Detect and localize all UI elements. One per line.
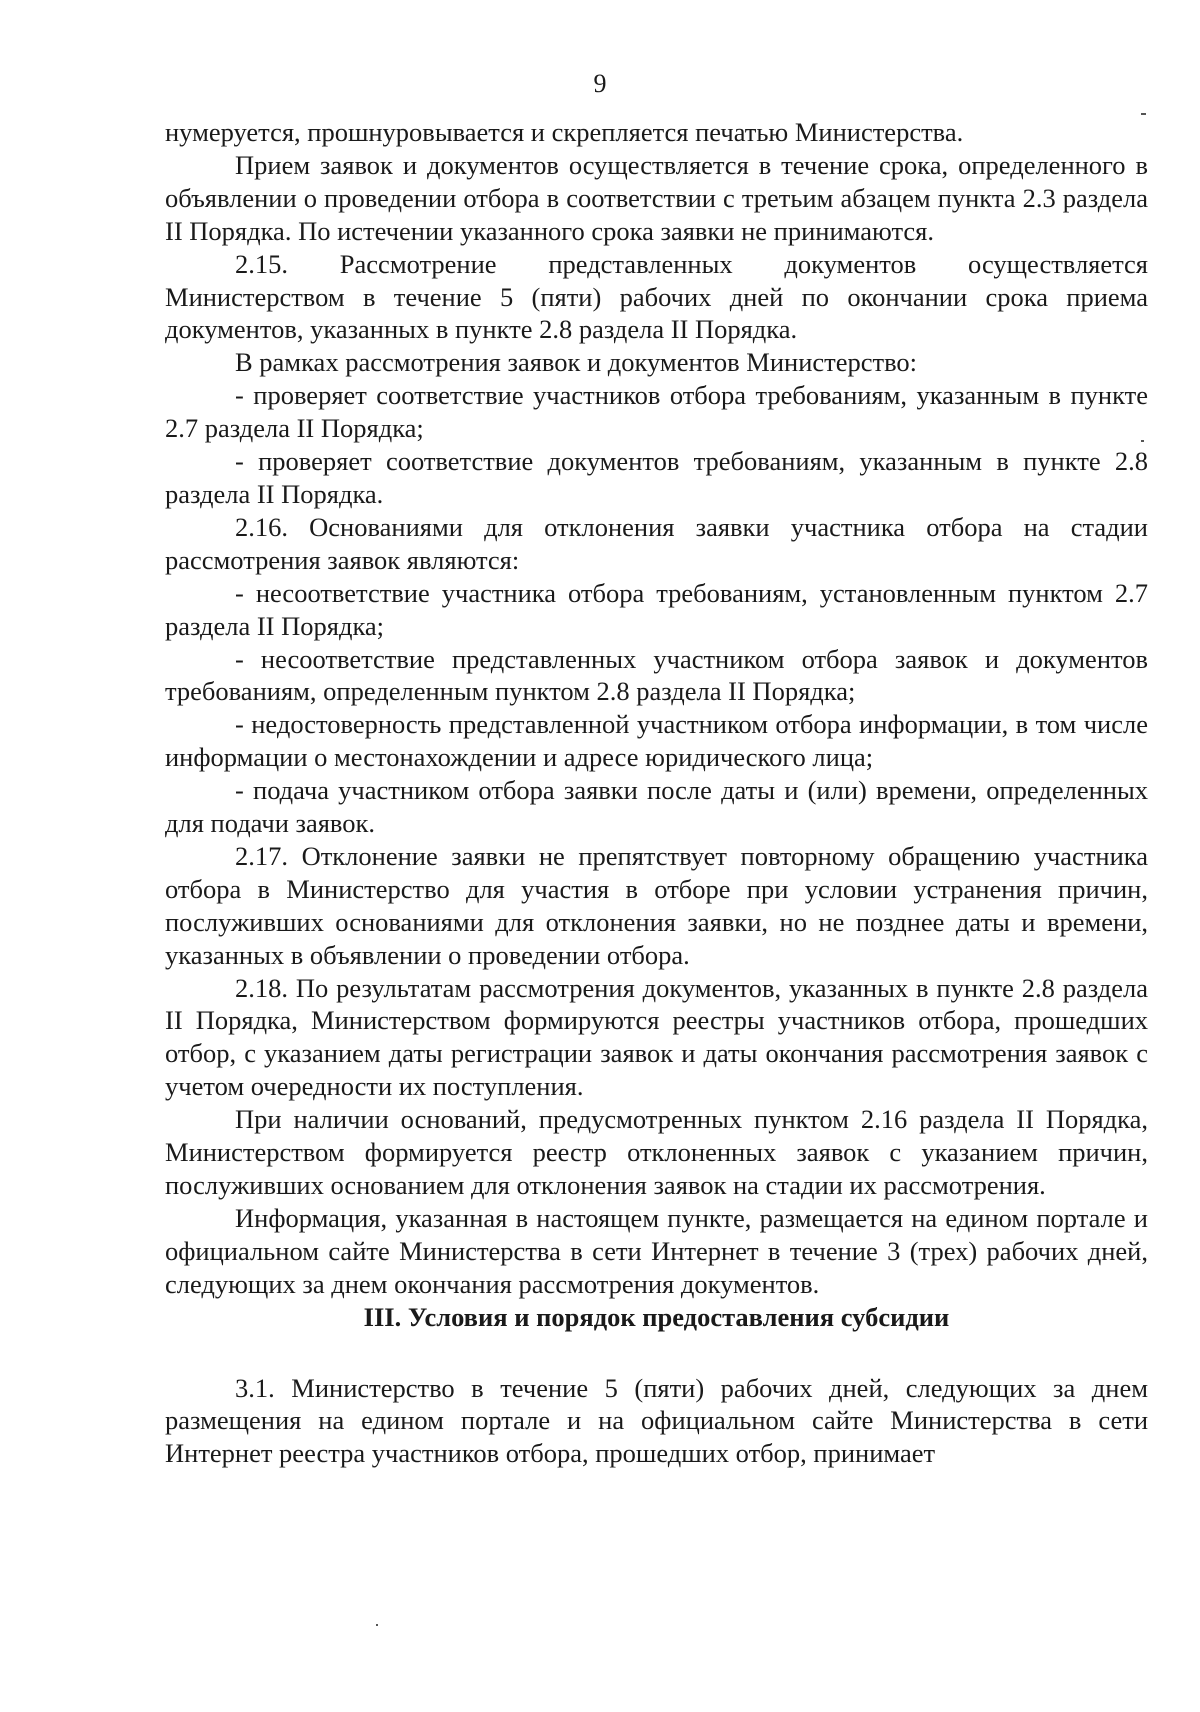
list-item-check-participants: - проверяет соответствие участников отбора требованиям, указанным в пункте 2.7 раздела II Порядка;	[165, 380, 1148, 444]
scan-speck	[1141, 113, 1146, 115]
paragraph-3-1: 3.1. Министерство в течение 5 (пяти) рабочих дней, следующих за днем размещения на едином портале и на официальном сайте Министерства в сети Интернет реестра участников отбора, прошедших отбор, принимает	[165, 1372, 1148, 1469]
list-item-unreliable-info: - недостоверность представленной участником отбора информации, в том числе информации о местонахождении и адресе юридического лица;	[165, 709, 1148, 773]
paragraph-review-intro: В рамках рассмотрения заявок и документов Министерство:	[235, 347, 918, 378]
paragraph-2-18: 2.18. По результатам рассмотрения документов, указанных в пункте 2.8 раздела II Порядка, Министерством формируются реестры участников отбора, прошедших отбор, с указанием даты регистрации заявок и даты окончания рассмотрения заявок с учетом очередности их поступления.	[165, 972, 1148, 1102]
section-heading: III. Условия и порядок предоставления субсидии	[363, 1301, 950, 1332]
list-item-check-documents: - проверяет соответствие документов требованиям, указанным в пункте 2.8 раздела II Порядка.	[165, 446, 1148, 509]
paragraph-publication: Информация, указанная в настоящем пункте, размещается на едином портале и официальном сайте Министерства в сети Интернет в течение 3 (трех) рабочих дней, следующих за днем окончания рассмотрения документов.	[165, 1202, 1148, 1299]
list-item-mismatch-participant: - несоответствие участника отбора требованиям, установленным пунктом 2.7 раздела II Порядка;	[165, 577, 1148, 641]
paragraph-2-17: 2.17. Отклонение заявки не препятствует повторному обращению участника отбора в Министерство для участия в отборе при условии устранения причин, послуживших основаниями для отклонения заявки, но не позднее даты и времени, указанных в объявлении о проведении отбора.	[165, 840, 1148, 970]
document-body	[165, 116, 1148, 1470]
paragraph-2-16: 2.16. Основаниями для отклонения заявки участника отбора на стадии рассмотрения заявок являются:	[165, 511, 1148, 575]
list-item-mismatch-documents: - несоответствие представленных участником отбора заявок и документов требованиям, определенным пунктом 2.8 раздела II Порядка;	[165, 643, 1148, 707]
paragraph-continuation: нумеруется, прошнуровывается и скрепляется печатью Министерства.	[165, 117, 964, 147]
page-number: 9	[593, 69, 607, 98]
paragraph-rejected-registry: При наличии оснований, предусмотренных пунктом 2.16 раздела II Порядка, Министерством формируется реестр отклоненных заявок с указанием причин, послуживших основанием для отклонения заявок на стадии их рассмотрения.	[165, 1104, 1148, 1200]
paragraph-acceptance-term: Прием заявок и документов осуществляется в течение срока, определенного в объявлении о проведении отбора в соответствии с третьим абзацем пункта 2.3 раздела II Порядка. По истечении указанного срока заявки не принимаются.	[165, 149, 1148, 246]
list-item-late-submission: - подача участником отбора заявки после даты и (или) времени, определенных для подачи заявок.	[165, 775, 1148, 839]
scan-speck	[376, 1624, 378, 1626]
scan-speck	[1141, 440, 1144, 442]
paragraph-2-15: 2.15. Рассмотрение представленных документов осуществляется Министерством в течение 5 (пяти) рабочих дней по окончании срока приема документов, указанных в пункте 2.8 раздела II Порядка.	[165, 248, 1148, 345]
